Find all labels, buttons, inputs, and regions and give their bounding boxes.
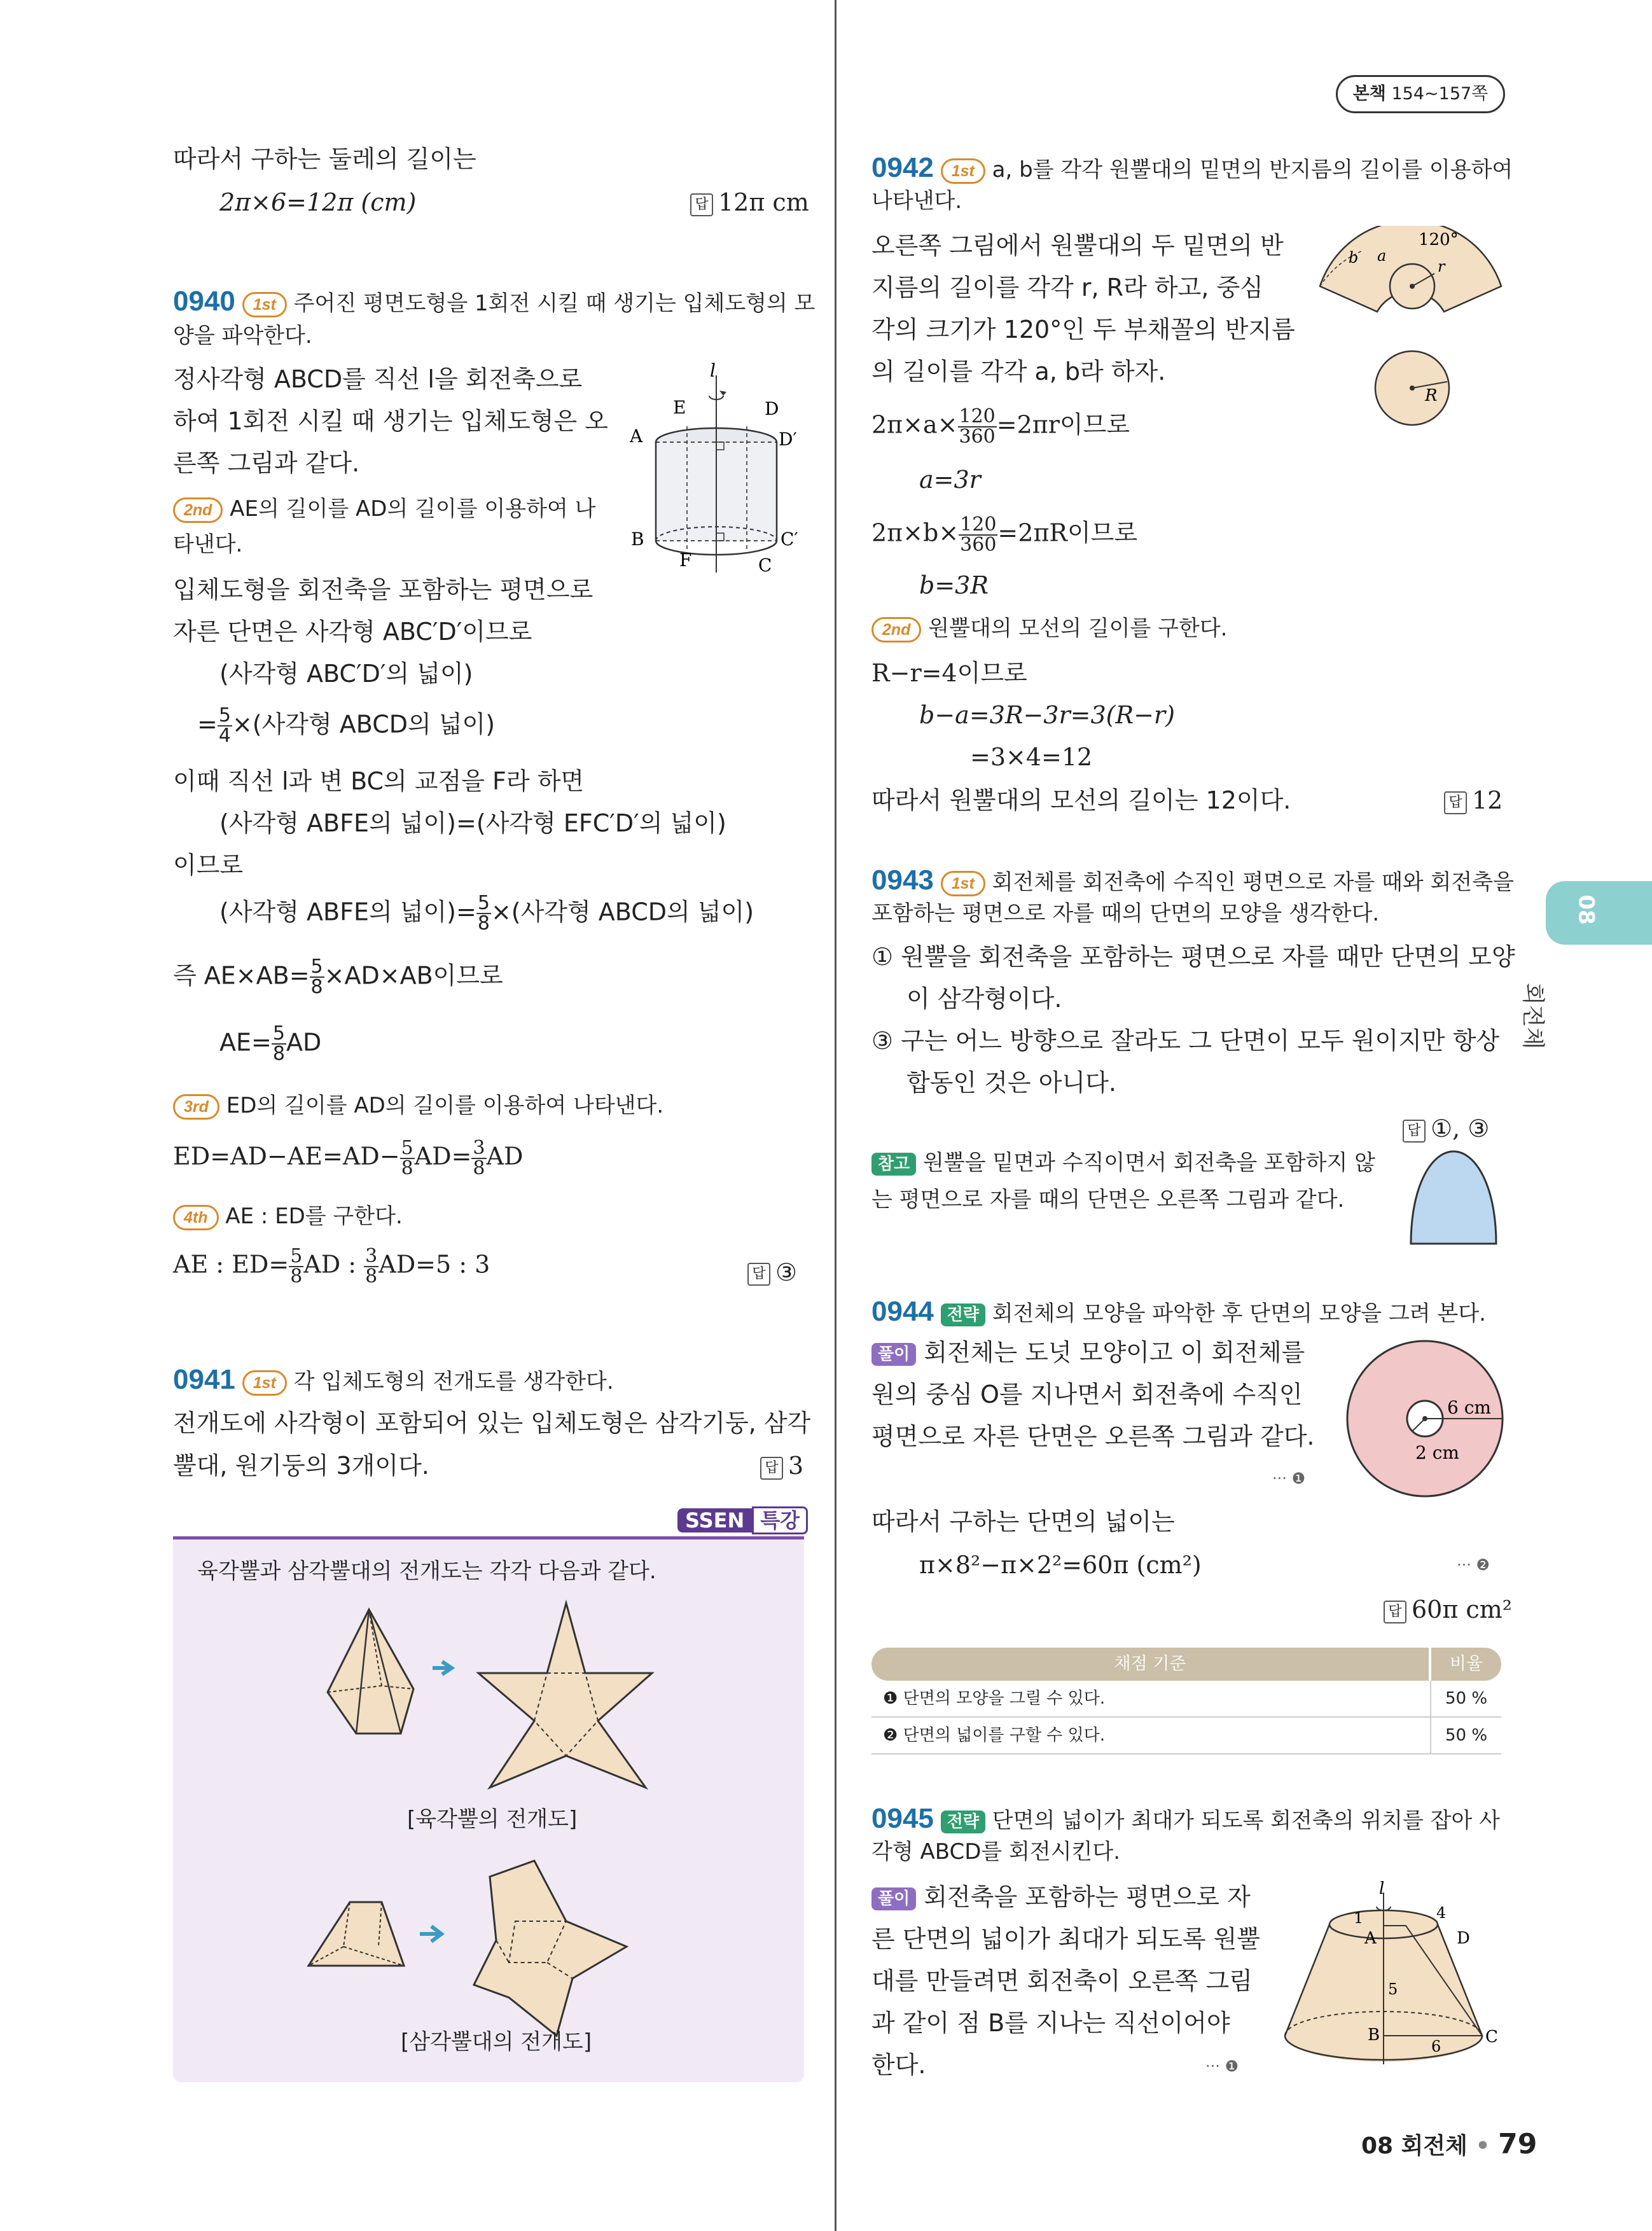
svg-text:C′: C′ — [781, 529, 798, 550]
svg-text:1: 1 — [1354, 1909, 1364, 1927]
text-line: 나타낸다. — [871, 188, 962, 214]
text-line: 정사각형 ABCD를 직선 l을 회전축으로 — [173, 365, 583, 393]
side-tab-number: 08 — [1573, 894, 1599, 925]
solution-line: 풀이 회전축을 포함하는 평면으로 자 — [871, 1883, 1251, 1912]
problem-0941-header: 0941 1st 각 입체도형의 전개도를 생각한다. — [173, 1364, 614, 1395]
svg-text:A: A — [1364, 1929, 1377, 1948]
frustum-figure — [1279, 1880, 1501, 2071]
hexagonal-pyramid-net-figure — [312, 1597, 668, 1807]
svg-text:D: D — [1457, 1929, 1470, 1948]
answer-icon: 답 — [690, 193, 713, 216]
ssen-badge: SSEN 특강 — [677, 1505, 808, 1536]
hyperbola-section-figure — [1406, 1148, 1501, 1250]
equation-line: ED=AD−AE=AD− $\frac{5}{8}$ AD= $\frac{3}{8}$ AD — [173, 1137, 524, 1179]
score-mark-1: ··· ❶ — [1205, 2057, 1239, 2075]
problem-0941-answer: 답 3 — [760, 1452, 803, 1481]
table-header-ratio: 비율 — [1431, 1648, 1501, 1681]
list-item: ① 원뿔을 회전축을 포함하는 평면으로 자를 때만 단면의 모양 — [871, 943, 1515, 971]
equation-line: a=3r — [919, 466, 981, 494]
svg-text:B: B — [1368, 2026, 1380, 2045]
table-row: ❷ 단면의 넓이를 구할 수 있다. 50 % — [871, 1718, 1501, 1755]
intro-text: 따라서 구하는 둘레의 길이는 — [173, 145, 476, 173]
svg-text:5: 5 — [1388, 1980, 1398, 1998]
text-line: 입체도형을 회전축을 포함하는 평면으로 — [173, 576, 593, 604]
equation-line: b=3R — [919, 571, 989, 599]
problem-0945-header: 0945 전략 단면의 넓이가 최대가 되도록 회전축의 위치를 잡아 사 — [871, 1803, 1500, 1834]
side-tab-title: 회전체 — [1520, 983, 1546, 1050]
step-2nd: 2nd 원뿔대의 모선의 길이를 구한다. — [871, 616, 1227, 643]
text-line: 의 길이를 각각 a, b라 하자. — [871, 358, 1166, 386]
svg-text:4: 4 — [1436, 1904, 1447, 1922]
text-line: 른 단면의 넓이가 최대가 되도록 원뿔 — [871, 1925, 1261, 1953]
page-reference-badge — [1336, 75, 1505, 113]
svg-text:B: B — [631, 529, 644, 550]
equation-line: b−a=3R−3r=3(R−r) — [919, 701, 1175, 729]
special-text: 육각뿔과 삼각뿔대의 전개도는 각각 다음과 같다. — [197, 1559, 656, 1584]
svg-text:6: 6 — [1431, 2038, 1441, 2055]
intro-equation: 2π×6=12π (cm) — [219, 188, 417, 216]
svg-text:2 cm: 2 cm — [1415, 1442, 1459, 1463]
svg-text:D′: D′ — [779, 429, 797, 450]
equation-line: 2π×b× $\frac{120}{360}$ =2πR이므로 — [871, 513, 1138, 556]
cylinder-figure — [630, 363, 821, 579]
caption-frustum-net: [삼각뿔대의 전개도] — [401, 2029, 592, 2055]
text-line: 이때 직선 l과 변 BC의 교점을 F라 하면 — [173, 767, 585, 795]
problem-0940-answer: 답 ③ — [747, 1258, 797, 1288]
text-line: 포함하는 평면으로 자를 때의 단면의 모양을 생각한다. — [871, 901, 1380, 926]
svg-text:F: F — [679, 550, 692, 571]
list-item: 합동인 것은 아니다. — [906, 1069, 1116, 1097]
text-line: 오른쪽 그림에서 원뿔대의 두 밑면의 반 — [871, 232, 1284, 260]
equation-line: (사각형 ABFE의 넓이)= $\frac{5}{8}$ ×(사각형 ABCD의 넓이) — [219, 892, 754, 935]
annulus-section-figure — [1342, 1336, 1508, 1501]
step-4th: 4th AE : ED를 구한다. — [173, 1204, 403, 1230]
reference-note: 참고 원뿔을 밑면과 수직이면서 회전축을 포함하지 않 — [871, 1150, 1375, 1176]
text-line: 각형 ABCD를 회전시킨다. — [871, 1839, 1121, 1865]
caption-hex-net: [육각뿔의 전개도] — [407, 1807, 578, 1832]
text-line: 지름의 길이를 각각 r, R라 하고, 중심 — [871, 274, 1263, 302]
text-line: 원의 중심 O를 지나면서 회전축에 수직인 — [871, 1380, 1303, 1408]
problem-0940-header: 0940 1st 주어진 평면도형을 1회전 시킬 때 생기는 입체도형의 모 — [173, 286, 816, 317]
frustum-net-figure — [1317, 226, 1508, 436]
reference-note-cont: 는 평면으로 자를 때의 단면은 오른쪽 그림과 같다. — [871, 1187, 1345, 1213]
text-line: 뿔대, 원기둥의 3개이다. — [173, 1452, 429, 1480]
list-item: ③ 구는 어느 방향으로 잘라도 그 단면이 모두 원이지만 항상 — [871, 1027, 1500, 1055]
problem-0944-header: 0944 전략 회전체의 모양을 파악한 후 단면의 모양을 그려 본다. — [871, 1296, 1486, 1327]
table-header-criteria: 채점 기준 — [871, 1648, 1429, 1681]
equation-line: π×8²−π×2²=60π (cm²) — [919, 1551, 1202, 1579]
text-line: (사각형 ABC′D′의 넓이) — [219, 660, 473, 688]
list-item: 이 삼각형이다. — [906, 985, 1062, 1013]
text-line: 자른 단면은 사각형 ABC′D′이므로 — [173, 618, 532, 646]
text-line: 전개도에 사각형이 포함되어 있는 입체도형은 삼각기둥, 삼각 — [173, 1409, 811, 1437]
equation-line: =3×4=12 — [970, 743, 1093, 771]
svg-text:r: r — [1438, 258, 1445, 275]
problem-number: 0940 — [173, 286, 235, 317]
svg-text:D: D — [765, 398, 779, 419]
text-line: 이므로 — [173, 851, 244, 879]
text-line: 타낸다. — [173, 532, 243, 557]
problem-0940-header-cont: 양을 파악한다. — [173, 323, 312, 349]
svg-text:b: b — [1349, 249, 1359, 267]
svg-text:a: a — [1377, 247, 1387, 265]
step-2nd: 2nd AE의 길이를 AD의 길이를 이용하여 나 — [173, 496, 595, 523]
equation-line: AE : ED= $\frac{5}{8}$ AD : $\frac{3}{8}$ AD=5 : 3 — [173, 1245, 490, 1288]
text-line: 른쪽 그림과 같다. — [173, 449, 360, 477]
triangular-frustum-net-figure — [305, 1851, 674, 2042]
step-tag: 1st — [242, 292, 287, 317]
score-mark-2: ··· ❷ — [1457, 1556, 1490, 1574]
text-line: 과 같이 점 B를 지나는 직선이어야 — [871, 2009, 1230, 2037]
text-line: 한다. — [871, 2051, 926, 2079]
solution-line: 풀이 회전체는 도넛 모양이고 이 회전체를 — [871, 1338, 1305, 1368]
svg-text:R: R — [1425, 386, 1438, 405]
column-divider — [835, 0, 836, 2231]
problem-0942-header: 0942 1st a, b를 각각 원뿔대의 밑면의 반지름의 길이를 이용하여 — [871, 152, 1513, 183]
svg-text:E: E — [673, 397, 686, 418]
problem-0944-answer: 답 60π cm² — [1384, 1595, 1512, 1625]
scoring-table — [871, 1648, 1501, 1755]
text-line: 따라서 원뿔대의 모선의 길이는 12이다. — [871, 786, 1291, 814]
svg-text:A: A — [630, 426, 643, 447]
fig-label: l — [710, 363, 716, 381]
score-mark-1: ··· ❶ — [1272, 1470, 1306, 1487]
svg-text:C: C — [1485, 2027, 1498, 2047]
equation-line: 2π×a× $\frac{120}{360}$ =2πr이므로 — [871, 405, 1130, 448]
text-line: 따라서 구하는 단면의 넓이는 — [871, 1508, 1175, 1536]
text-line: 하여 1회전 시킬 때 생기는 입체도형은 오 — [173, 407, 608, 435]
problem-0942-answer: 답 12 — [1444, 786, 1503, 816]
svg-text:C: C — [758, 555, 772, 576]
svg-text:l: l — [1379, 1880, 1385, 1898]
equation-line: R−r=4이므로 — [871, 659, 1027, 687]
equation-line: AE= $\frac{5}{8}$ AD — [219, 1022, 322, 1065]
ref-pages: 154~157쪽 — [1391, 84, 1489, 104]
equation-line: 즉 AE×AB= $\frac{5}{8}$ ×AD×AB이므로 — [173, 956, 503, 998]
text-line: 대를 만들려면 회전축이 오른쪽 그림 — [871, 1967, 1253, 1995]
problem-0943-header: 0943 1st 회전체를 회전축에 수직인 평면으로 자를 때와 회전축을 — [871, 865, 1514, 896]
text-line: 각의 크기가 120°인 두 부채꼴의 반지름 — [871, 316, 1295, 344]
svg-text:6 cm: 6 cm — [1447, 1397, 1491, 1418]
text-line: (사각형 ABFE의 넓이)=(사각형 EFC′D′의 넓이) — [219, 809, 726, 837]
problem-0943-answer: 답 ①, ③ — [1403, 1115, 1489, 1144]
ref-label: 본책 — [1352, 84, 1386, 104]
step-3rd: 3rd ED의 길이를 AD의 길이를 이용하여 나타낸다. — [173, 1093, 663, 1120]
text-line: 평면으로 자른 단면은 오른쪽 그림과 같다. — [871, 1422, 1315, 1450]
table-row: ❶ 단면의 모양을 그릴 수 있다. 50 % — [871, 1681, 1501, 1718]
equation-line: = $\frac{5}{4}$ ×(사각형 ABCD의 넓이) — [197, 704, 496, 747]
page-footer: 08 회전체 • 79 — [1361, 2128, 1537, 2160]
intro-answer: 답 12π cm — [690, 188, 809, 218]
svg-text:120°: 120° — [1419, 230, 1459, 249]
